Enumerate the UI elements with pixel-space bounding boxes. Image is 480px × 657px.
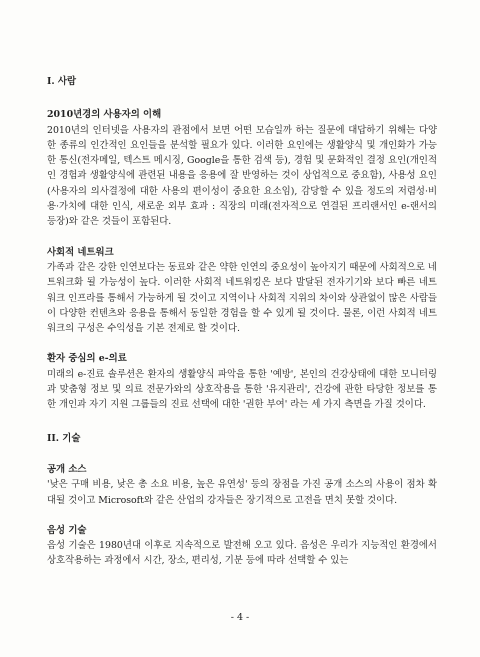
paragraph-voice-tech: 음성 기술은 1980년대 이후로 지속적으로 발전해 오고 있다. 음성은 우리가 지능적인 환경에서 상호작용하는 과정에서 시간, 장소, 편리성, 기분 등에 따라 선택할 수 있는 (47, 540, 437, 567)
subheading-open-source: 공개 소스 (47, 463, 87, 475)
paragraph-open-source: '낮은 구매 비용, 낮은 총 소요 비용, 높은 유연성' 등의 장점을 가진 공개 소스의 사용이 점차 확대될 것이고 Microsoft와 같은 산업의 강자들은 장기적으로 고전을 면치 못할 것이다. (47, 479, 437, 506)
page-content (47, 74, 437, 569)
subheading-user-understanding: 2010년경의 사용자의 이해 (47, 109, 162, 121)
paragraph-social-network: 가족과 같은 강한 인연보다는 동료와 같은 약한 인연의 중요성이 높아지기 때문에 사회적으로 네트워크화 될 가능성이 높다. 이러한 사회적 네트워킹은 보다 발달된 전자기기와 보다 빠른 네트워크 인프라를 통해서 가능하게 될 것이고 지역이나 사회적 지위의 차이와 상관없이 많은 사람들이 다양한 컨텐츠와 응용을 통해서 동일한 경험을 할 수 있게 될 것이다. 물론, 이런 사회적 네트워크의 구성은 수익성을 기본 전제로 할 것이다. (47, 261, 437, 335)
paragraph-e-health: 미래의 e-진료 솔루션은 환자의 생활양식 파악을 통한 '예방', 본인의 건강상태에 대한 모니터링과 맞춤형 정보 및 의료 전문가와의 상호작용을 통한 '유지관리', 건강에 관한 타당한 정보를 통한 개인과 자기 지원 그룹들의 진료 선택에 대한 '권한 부여' 라는 세 가지 측면을 가질 것이다. (47, 368, 437, 411)
subheading-voice-tech: 음성 기술 (47, 524, 87, 536)
page-number: - 4 - (230, 612, 250, 623)
section-heading-technology: II. 기술 (47, 432, 81, 444)
subheading-e-health: 환자 중심의 e-의료 (47, 353, 127, 365)
section-heading-people: I. 사람 (47, 76, 77, 87)
paragraph-user-understanding: 2010년의 인터넷을 사용자의 관점에서 보면 어떤 모습일까 하는 질문에 대답하기 위해는 다양한 종류의 인간적인 요인들을 분석할 필요가 있다. 이러한 요인에는 생활양식 및 개인화가 가능한 통신(전자메일, 텍스트 메시징, Google을 통한 검색 등), 경험 및 문화적인 결정 요인(개인적인 경험과 생활양식에 관련된 내용을 응용에 잘 반영하는 것이 상업적으로 중요함), 사용성 요인(사용자의 의사결정에 대한 사용의 편이성이 중요한 요소임), 감당할 수 있을 정도의 저렴성·비용·가치에 대한 인식, 새로운 외부 효과 : 직장의 미래(전자적으로 연결된 프리랜서인 e-랜서의 등장)와 같은 것들이 포함된다. (47, 124, 437, 228)
subheading-social-network: 사회적 네트워크 (47, 246, 114, 258)
